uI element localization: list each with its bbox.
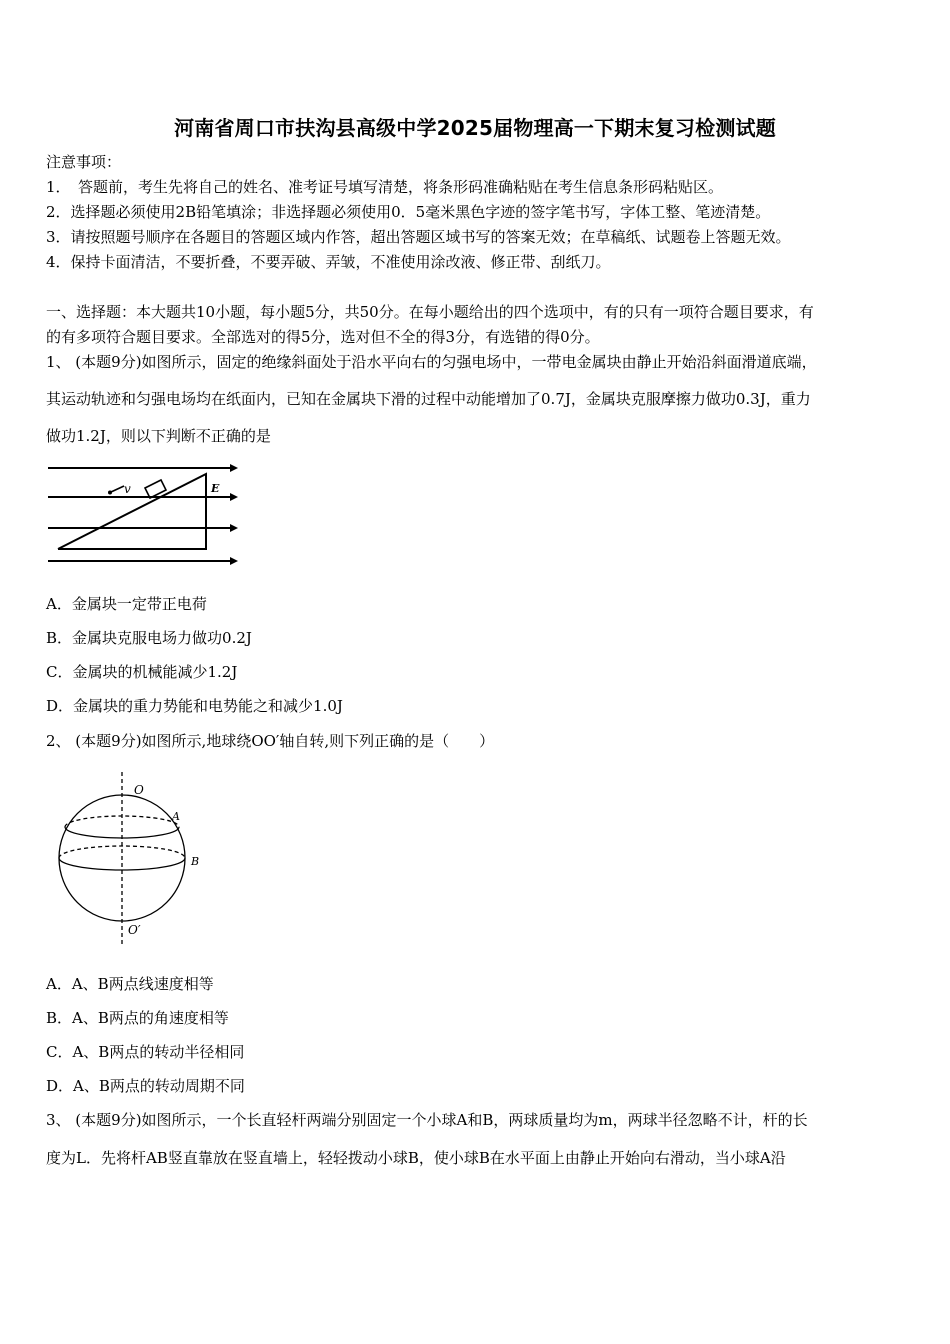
question-1-text: 1、 (本题9分)如图所示，固定的绝缘斜面处于沿水平向右的匀强电场中，一带电金属块由静止开始沿斜面滑道底端， — [46, 353, 817, 371]
notice-item: 4．保持卡面清洁，不要折叠，不要弄破、弄皱，不准使用涂改液、修正带、刮纸刀。 — [46, 253, 611, 271]
option-a: A．金属块一定带正电荷 — [46, 595, 207, 613]
section-heading-line: 的有多项符合题目要求。全部选对的得5分，选对但不全的得3分，有选错的得0分。 — [46, 328, 600, 346]
notice-item: 3．请按照题号顺序在各题目的答题区域内作答，超出答题区域书写的答案无效；在草稿纸、试题卷上答题无效。 — [46, 228, 791, 246]
question-1-text: 其运动轨迹和匀强电场均在纸面内，已知在金属块下滑的过程中动能增加了0.7J，金属块克服摩擦力做功0.3J，重力 — [46, 390, 811, 408]
axis-o-label: O — [134, 783, 144, 797]
option-d: D．金属块的重力势能和电势能之和减少1.0J — [46, 697, 343, 715]
option-d: D．A、B两点的转动周期不同 — [46, 1077, 245, 1095]
option-c: C．金属块的机械能减少1.2J — [46, 663, 238, 681]
field-label: E — [211, 482, 220, 495]
velocity-label: v — [124, 482, 131, 496]
question-3-text: 度为L．先将杆AB竖直靠放在竖直墙上，轻轻拨动小球B，使小球B在水平面上由静止开始向右滑动，当小球A沿 — [46, 1149, 786, 1167]
option-b: B．金属块克服电场力做功0.2J — [46, 629, 252, 647]
question-3-text: 3、 (本题9分)如图所示，一个长直轻杆两端分别固定一个小球A和B，两球质量均为m，两球半径忽略不计，杆的长 — [46, 1111, 808, 1129]
option-a: A．A、B两点线速度相等 — [46, 975, 214, 993]
point-b-label: B — [191, 855, 200, 868]
axis-o-prime-label: O′ — [128, 923, 141, 937]
notice-item: 1． 答题前，考生先将自己的姓名、准考证号填写清楚，将条形码准确粘贴在考生信息条形码粘贴区。 — [46, 178, 724, 196]
earth-axis-figure — [52, 770, 212, 950]
page-title: 河南省周口市扶沟县高级中学2025届物理高一下期末复习检测试题 — [174, 116, 776, 140]
section-heading-line: 一、选择题：本大题共10小题，每小题5分，共50分。在每小题给出的四个选项中，有的只有一项符合题目要求，有 — [46, 303, 814, 321]
notice-item: 2．选择题必须使用2B铅笔填涂；非选择题必须使用0．5毫米黑色字迹的签字笔书写，字体工整、笔迹清楚。 — [46, 203, 771, 221]
incline-field-figure — [44, 460, 244, 570]
question-1-text: 做功1.2J，则以下判断不正确的是 — [46, 427, 271, 445]
point-a-label: A — [172, 810, 180, 823]
option-c: C．A、B两点的转动半径相同 — [46, 1043, 245, 1061]
notice-heading: 注意事项： — [46, 153, 122, 171]
question-2-text: 2、 (本题9分)如图所示,地球绕OO′轴自转,则下列正确的是（ ） — [46, 732, 495, 750]
option-b: B．A、B两点的角速度相等 — [46, 1009, 229, 1027]
